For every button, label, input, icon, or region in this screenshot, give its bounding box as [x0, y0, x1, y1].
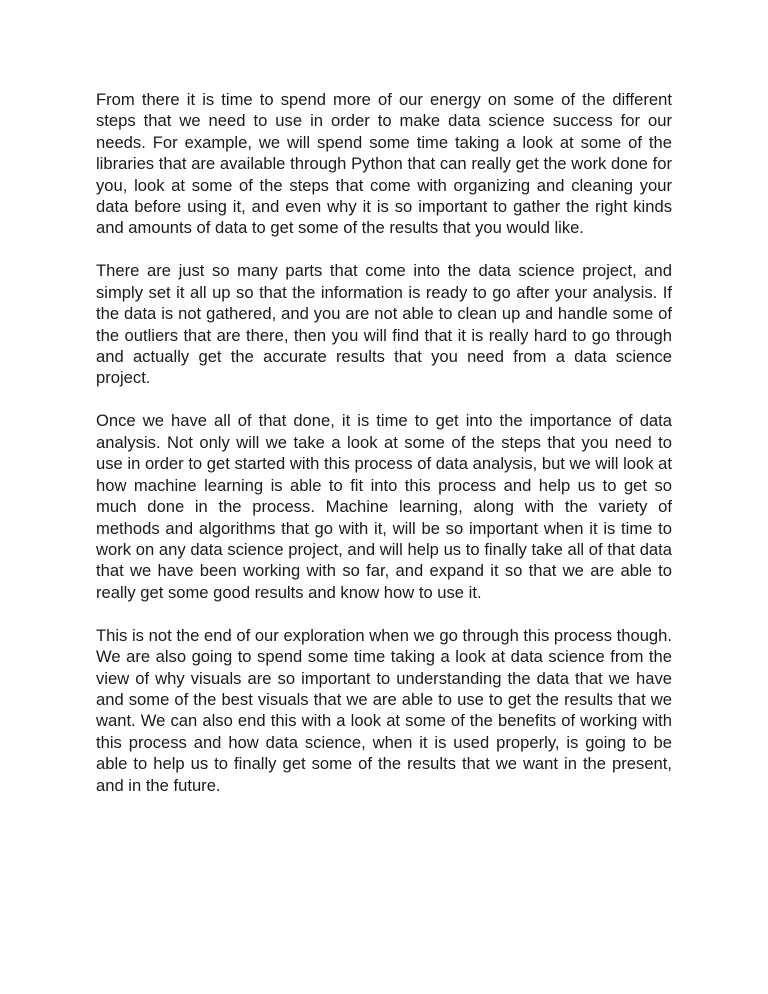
paragraph-4: This is not the end of our exploration when we go through this process though. We are also going to spend some time taking a look at data science from the view of why visuals are so important to understanding the data that we have and some of the best visuals that we are able to use to get the results that we want. We can also end this with a look at some of the benefits of working with this process and how data science, when it is used properly, is going to be able to help us to finally get some of the results that we want in the present, and in the future. [96, 625, 672, 795]
document-page [96, 89, 672, 818]
paragraph-2: There are just so many parts that come into the data science project, and simply set it all up so that the information is ready to go after your analysis. If the data is not gathered, and you are not able to clean up and handle some of the outliers that are there, then you will find that it is really hard to go through and actually get the accurate results that you need from a data science project. [96, 261, 672, 388]
paragraph-1: From there it is time to spend more of our energy on some of the different steps that we need to use in order to make data science success for our needs. For example, we will spend some time taking a look at some of the libraries that are available through Python that can really get the work done for you, look at some of the steps that come with organizing and cleaning your data before using it, and even why it is so important to gather the right kinds and amounts of data to get some of the results that you would like. [96, 90, 672, 238]
paragraph-3: Once we have all of that done, it is time to get into the importance of data analysis. Not only will we take a look at some of the steps that you need to use in order to get started with this process of data analysis, but we will look at how machine learning is able to fit into this process and help us to get so much done in the process. Machine learning, along with the variety of methods and algorithms that go with it, will be so important when it is time to work on any data science project, and will help us to finally take all of that data that we have been working with so far, and expand it so that we are able to really get some good results and know how to use it. [96, 411, 672, 602]
